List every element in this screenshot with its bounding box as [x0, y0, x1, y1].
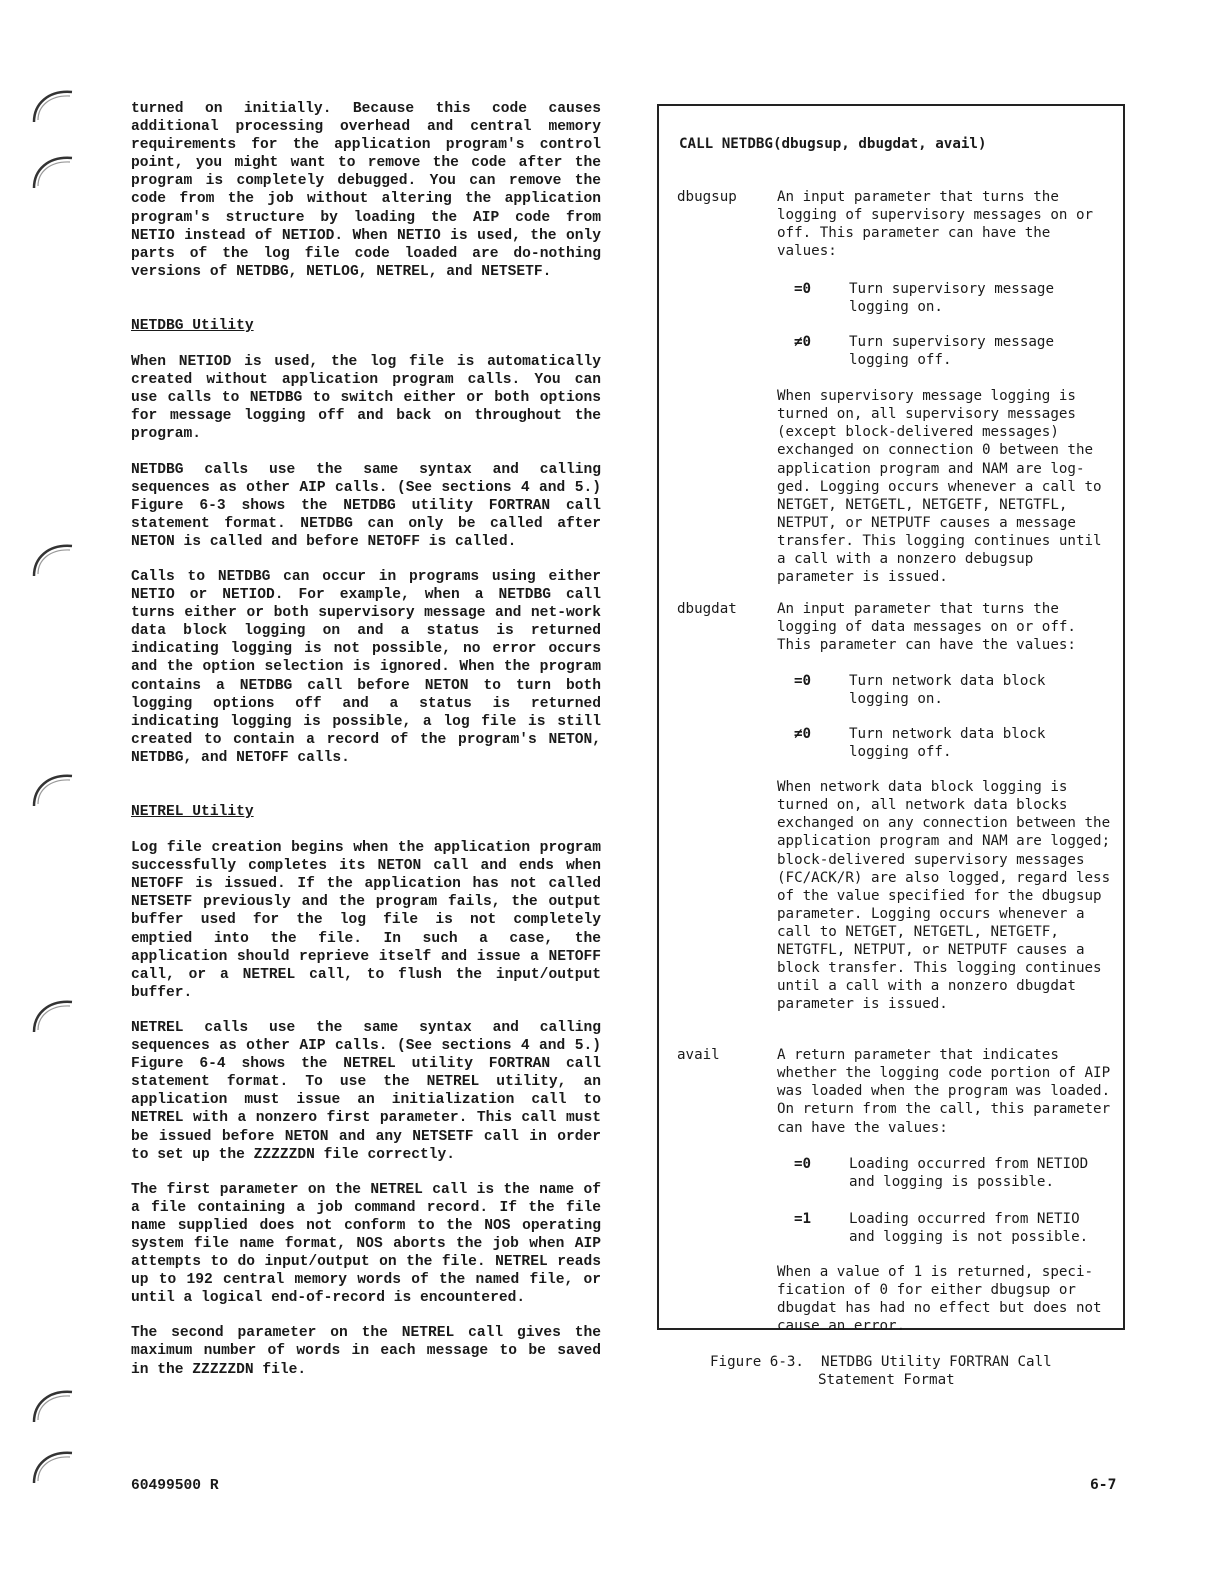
param-desc-avail: A return parameter that indicates whether the logging code portion of AIP was loaded when the program was loaded. On return from the call, this parameter can have the values:: [777, 1047, 1111, 1136]
paragraph-netrel-2: NETREL calls use the same syntax and calling sequences as other AIP calls. (See sections 4 and 5.) Figure 6-4 shows the NETREL utility FORTRAN call statement format. To use the NETREL utility, an application must issue an initialization call to NETREL with a nonzero first parameter. This call must be issued before NETON and any NETSETF call in order to set up the ZZZZZDN file correctly.: [131, 1019, 601, 1163]
punch-hole-icon: [28, 82, 78, 132]
punch-hole-icon: [28, 1382, 78, 1432]
param-desc-dbugsup: An input parameter that turns the logging of supervisory messages on or off. This parameter can have the values:: [777, 189, 1094, 260]
param-name-dbugdat: dbugdat: [677, 601, 737, 618]
value-description: Loading occurred from NETIOD and logging is possible.: [849, 1156, 1089, 1191]
caption-line-2: Statement Format: [818, 1372, 955, 1389]
param-note-dbugdat: When network data block logging is turned on, all network data blocks exchanged on any connection between the application program and NAM are logged; block-delivered supervisory messages (FC/ACK/R) are also logged, regard less of the value specified for the dbugsup parameter. Logging occurs whenever a call to NETGET, NETGETL, NETGETF, NETGTFL, NETPUT, or NETPUTF causes a block transfer. This logging continues until a call with a nonzero dbugdat parameter is issued.: [777, 779, 1111, 1013]
value-code: ≠0: [794, 726, 812, 743]
punch-hole-icon: [28, 148, 78, 198]
punch-hole-icon: [28, 1443, 78, 1493]
value-description: Turn network data block logging on.: [849, 673, 1046, 708]
page-number: 6-7: [1090, 1476, 1117, 1493]
paragraph-netrel-1: Log file creation begins when the application program successfully completes its NETON call and ends when NETOFF is issued. If the application has not called NETSETF previously and the program fails, the output buffer used for the log file is not completely emptied into the file. In such a case, the application should reprieve itself and issue a NETOFF call, or a NETREL call, to flush the input/output buffer.: [131, 840, 601, 1001]
value-description: Loading occurred from NETIO and logging is not possible.: [849, 1211, 1089, 1246]
paragraph-netrel-4: The second parameter on the NETREL call gives the maximum number of words in each message to be saved in the ZZZZZDN file.: [131, 1325, 601, 1378]
call-statement: CALL NETDBG(dbugsup, dbugdat, avail): [679, 136, 987, 153]
section-heading-netrel: NETREL Utility: [131, 804, 254, 820]
paragraph-netrel-3: The first parameter on the NETREL call is the name of a file containing a job command record. If the file name supplied does not conform to the NOS operating system file name format, NOS aborts the job when AIP attempts to do input/output on the file. NETREL reads up to 192 central memory words of the named file, or until a logical end-of-record is encountered.: [131, 1181, 601, 1307]
caption-line-1: Figure 6-3. NETDBG Utility FORTRAN Call: [710, 1354, 1052, 1370]
value-description: Turn supervisory message logging off.: [849, 334, 1054, 369]
value-code: =1: [794, 1211, 812, 1228]
figure-box: [657, 104, 1125, 1335]
section-heading-netdbg: NETDBG Utility: [131, 317, 254, 334]
figure-caption: [710, 1353, 1052, 1389]
document-number: 60499500 R: [131, 1478, 219, 1494]
punch-hole-icon: [28, 766, 78, 816]
value-code: =0: [794, 1156, 812, 1173]
paragraph-netdbg-1: When NETIOD is used, the log file is automatically created without application program calls. You can use calls to NETDBG to switch either or both options for message logging off and back on throughout the program.: [131, 354, 601, 443]
param-desc-dbugdat: An input parameter that turns the logging of data messages on or off. This parameter can have the values:: [777, 601, 1076, 654]
left-text-column: [131, 100, 601, 1379]
value-code: ≠0: [794, 334, 812, 351]
param-name-avail: avail: [677, 1047, 720, 1064]
paragraph-netdbg-3: Calls to NETDBG can occur in programs using either NETIO or NETIOD. For example, when a NETDBG call turns either or both supervisory message and net-work data block logging on and a status is returned indicating logging is not possible, no error occurs and the option selection is ignored. When the program contains a NETDBG call before NETON to turn both logging options off and a status is returned indicating logging is possible, a log file is still created to contain a record of the program's NETON, NETDBG, and NETOFF calls.: [131, 568, 601, 766]
param-note-avail: When a value of 1 is returned, speci-fication of 0 for either dbugsup or dbugdat has had no effect but does not cause an error.: [777, 1264, 1102, 1335]
value-description: Turn network data block logging off.: [849, 726, 1046, 761]
param-note-dbugsup: When supervisory message logging is turned on, all supervisory messages (except block-delivered messages) exchanged on connection 0 between the application program and NAM are log-ged. Logging occurs whenever a call to NETGET, NETGETL, NETGETF, NETGTFL, NETPUT, or NETPUTF causes a message transfer. This logging continues until a call with a nonzero debugsup parameter is issued.: [777, 388, 1102, 586]
punch-hole-icon: [28, 536, 78, 586]
value-description: Turn supervisory message logging on.: [849, 281, 1054, 316]
value-code: =0: [794, 673, 812, 690]
punch-hole-icon: [28, 992, 78, 1042]
value-code: =0: [794, 281, 812, 298]
paragraph-netdbg-2: NETDBG calls use the same syntax and calling sequences as other AIP calls. (See sections 4 and 5.) Figure 6-3 shows the NETDBG utility FORTRAN call statement format. NETDBG can only be called after NETON is called and before NETOFF is called.: [131, 461, 601, 550]
paragraph-intro: turned on initially. Because this code causes additional processing overhead and central memory requirements for the application program's control point, you might want to remove the code after the program is completely debugged. You can remove the code from the job without altering the application program's structure by loading the AIP code from NETIO instead of NETIOD. When NETIO is used, the only parts of the log file code loaded are do-nothing versions of NETDBG, NETLOG, NETREL, and NETSETF.: [131, 101, 601, 280]
param-name-dbugsup: dbugsup: [677, 189, 737, 206]
